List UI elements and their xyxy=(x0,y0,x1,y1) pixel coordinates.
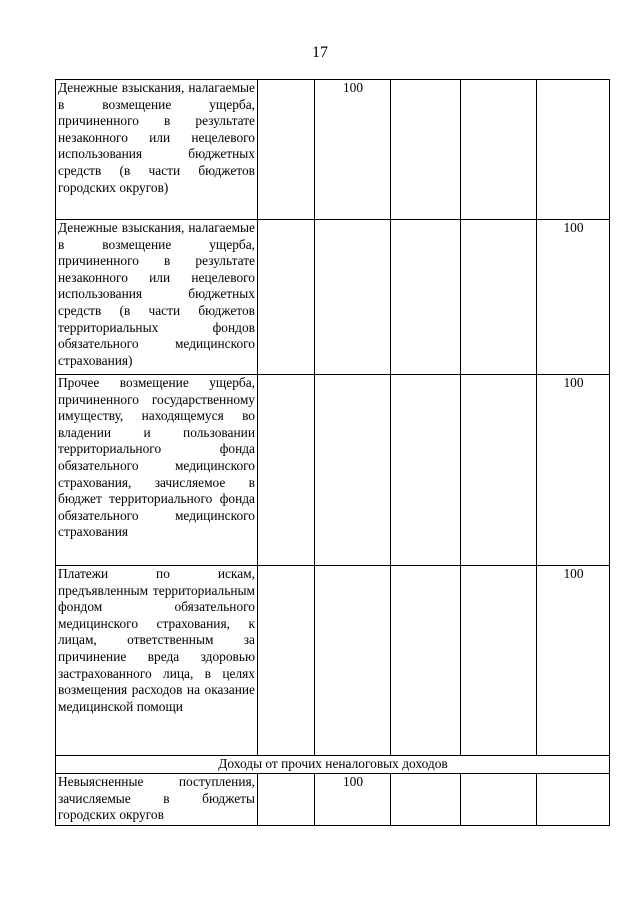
value-cell: 100 xyxy=(537,375,610,566)
row-description: Денежные взыскания, налагаемые в возмещение ущерба, причиненного в результате незаконного или нецелевого использования бюджетных средств (в части бюджетов территориальных фондов обязательного медицинского страхования) xyxy=(56,220,258,375)
row-description: Платежи по искам, предъявленным территориальным фондом обязательного медицинского страхования, к лицам, ответственным за причинение вреда здоровью застрахованного лица, в целях возмещения расходов на оказание медицинской помощи xyxy=(56,566,258,756)
table-row xyxy=(56,375,610,566)
table-row xyxy=(56,566,610,756)
value-cell xyxy=(315,566,391,756)
page-number: 17 xyxy=(312,44,328,61)
value-cell xyxy=(461,220,537,375)
row-description: Денежные взыскания, налагаемые в возмещение ущерба, причиненного в результате незаконного или нецелевого использования бюджетных средств (в части бюджетов городских округов) xyxy=(56,80,258,220)
value-cell: 100 xyxy=(315,80,391,220)
value-cell xyxy=(461,774,537,826)
table-row xyxy=(56,220,610,375)
value-cell xyxy=(315,375,391,566)
value-cell: 100 xyxy=(537,220,610,375)
value-cell xyxy=(391,375,461,566)
value-cell xyxy=(461,80,537,220)
value-cell xyxy=(391,774,461,826)
revenue-distribution-table xyxy=(55,79,610,826)
value-cell xyxy=(258,80,315,220)
value-cell xyxy=(391,220,461,375)
row-description: Прочее возмещение ущерба, причиненного государственному имуществу, находящемуся во владении и пользовании территориального фонда обязательного медицинского страхования, зачисляемое в бюджет территориального фонда обязательного медицинского страхования xyxy=(56,375,258,566)
value-cell xyxy=(537,774,610,826)
value-cell xyxy=(258,774,315,826)
value-cell xyxy=(391,80,461,220)
value-cell xyxy=(461,566,537,756)
value-cell: 100 xyxy=(315,774,391,826)
section-header-row xyxy=(56,756,610,774)
value-cell xyxy=(258,220,315,375)
table-row xyxy=(56,774,610,826)
value-cell xyxy=(461,375,537,566)
section-header: Доходы от прочих неналоговых доходов xyxy=(56,756,610,774)
value-cell xyxy=(315,220,391,375)
table-row xyxy=(56,80,610,220)
value-cell xyxy=(258,375,315,566)
value-cell xyxy=(537,80,610,220)
value-cell xyxy=(258,566,315,756)
value-cell: 100 xyxy=(537,566,610,756)
value-cell xyxy=(391,566,461,756)
row-description: Невыясненные поступления, зачисляемые в бюджеты городских округов xyxy=(56,774,258,826)
